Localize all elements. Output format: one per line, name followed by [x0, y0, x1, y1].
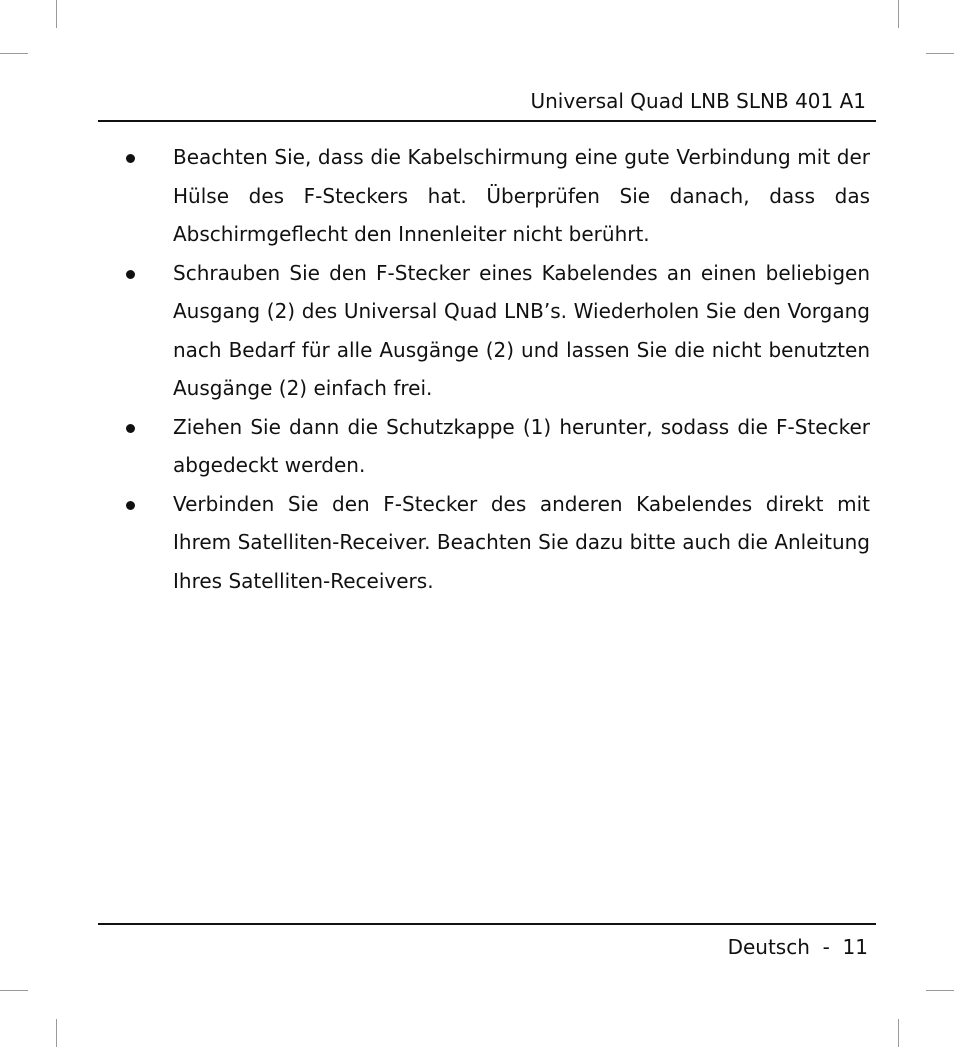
footer-rule [98, 923, 876, 925]
crop-mark-top-right-vertical [898, 0, 899, 28]
crop-mark-bottom-right-horizontal [926, 990, 954, 991]
instruction-list [118, 138, 870, 600]
bullet-icon [126, 154, 135, 163]
list-item [118, 408, 870, 485]
list-item-text: Verbinden Sie den F-Stecker des anderen Kabelendes direkt mit Ihrem Satelliten-Receiver. Beachten Sie dazu bitte auch die Anleitung Ihres Satelliten-Receivers. [173, 491, 870, 593]
list-item [118, 254, 870, 408]
crop-mark-top-left-horizontal [0, 53, 28, 54]
list-item-text: Schrauben Sie den F-Stecker eines Kabelendes an einen beliebigen Ausgang (2) des Universal Quad LNB’s. Wiederholen Sie den Vorgang nach Bedarf für alle Ausgänge (2) und lassen Sie die nicht benutzten Ausgänge (2) einfach frei. [173, 260, 870, 400]
header-rule [98, 120, 876, 122]
crop-mark-top-left-vertical [56, 0, 57, 28]
bullet-icon [126, 424, 135, 433]
header-title: Universal Quad LNB SLNB 401 A1 [530, 89, 866, 113]
list-item [118, 485, 870, 601]
bullet-icon [126, 270, 135, 279]
crop-mark-top-right-horizontal [926, 53, 954, 54]
bullet-icon [126, 501, 135, 510]
crop-mark-bottom-left-horizontal [0, 990, 28, 991]
crop-mark-bottom-left-vertical [56, 1019, 57, 1047]
crop-mark-bottom-right-vertical [898, 1019, 899, 1047]
list-item-text: Ziehen Sie dann die Schutzkappe (1) herunter, sodass die F-Stecker abgedeckt werden. [173, 414, 870, 477]
list-item [118, 138, 870, 254]
list-item-text: Beachten Sie, dass die Kabelschirmung eine gute Verbindung mit der Hülse des F-Steckers hat. Überprüfen Sie danach, dass das Abschirmgeflecht den Innenleiter nicht berührt. [173, 145, 870, 246]
page-number: Deutsch - 11 [727, 935, 868, 959]
